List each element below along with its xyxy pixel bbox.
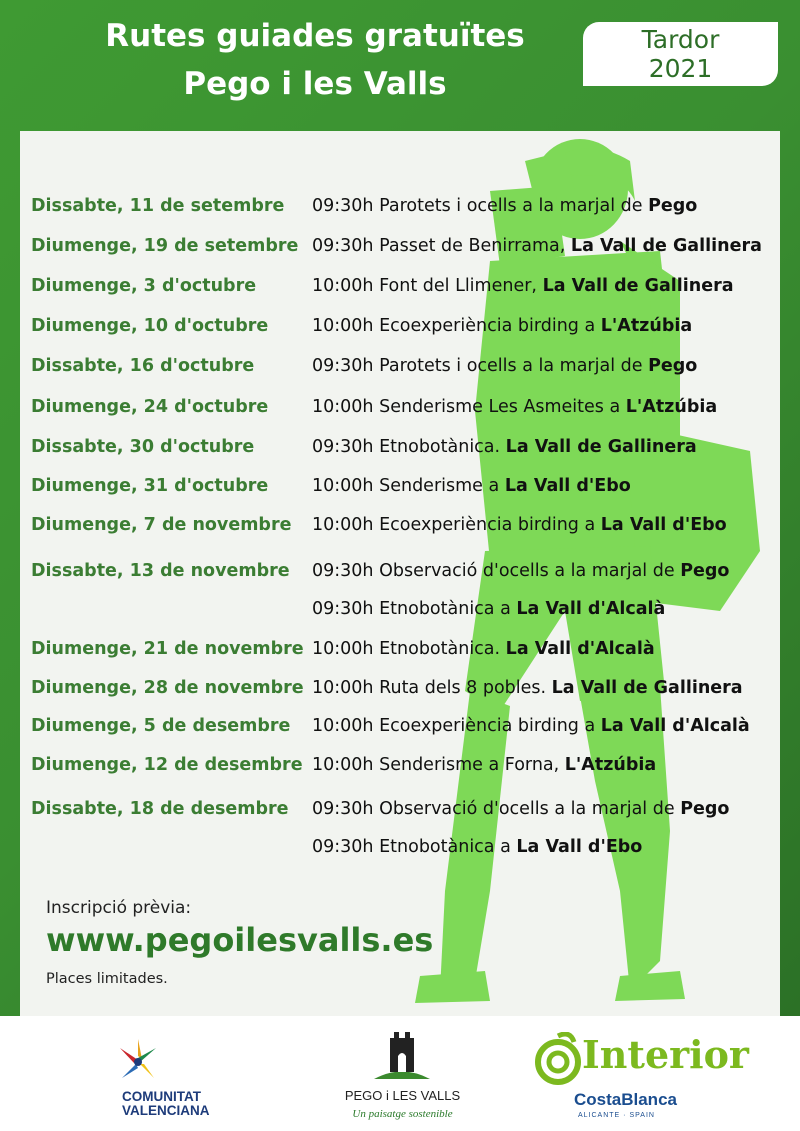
event-description: 10:00h Etnobotànica. La Vall d'Alcalà — [312, 639, 655, 659]
event-date: Diumenge, 19 de setembre — [31, 236, 299, 256]
schedule-row — [20, 397, 800, 427]
schedule-row — [20, 678, 800, 708]
schedule-row — [20, 476, 800, 506]
event-date: Diumenge, 21 de novembre — [31, 639, 304, 659]
page-subtitle: Pego i les Valls — [183, 66, 447, 102]
comunitat-valenciana-logo — [100, 1034, 230, 1119]
schedule-row — [20, 515, 800, 545]
schedule-row — [20, 837, 800, 867]
event-description: 09:30h Parotets i ocells a la marjal de Pego — [312, 196, 698, 216]
castle-tower-icon — [372, 1024, 432, 1084]
costa-blanca-interior-logo — [530, 1028, 750, 1123]
costablanca-wordmark: CostaBlanca — [574, 1090, 677, 1109]
schedule-row — [20, 437, 800, 467]
page-title: Rutes guiades gratuïtes — [105, 18, 525, 54]
event-description: 10:00h Ecoexperiència birding a La Vall d'Ebo — [312, 515, 727, 535]
event-date: Dissabte, 13 de novembre — [31, 561, 290, 581]
event-date: Diumenge, 10 d'octubre — [31, 316, 269, 336]
event-description: 10:00h Ecoexperiència birding a La Vall d'Alcalà — [312, 716, 750, 736]
season-year: 2021 — [648, 54, 713, 83]
schedule-row — [20, 276, 800, 306]
schedule-row — [20, 196, 800, 226]
event-date: Diumenge, 28 de novembre — [31, 678, 304, 698]
season-badge — [583, 22, 778, 86]
event-description: 09:30h Passet de Benirrama, La Vall de Gallinera — [312, 236, 762, 256]
event-date: Dissabte, 30 d'octubre — [31, 437, 255, 457]
pego-les-valls-logo — [330, 1024, 475, 1129]
event-date: Diumenge, 7 de novembre — [31, 515, 292, 535]
event-date: Dissabte, 11 de setembre — [31, 196, 285, 216]
event-description: 09:30h Etnobotànica a La Vall d'Alcalà — [312, 599, 666, 619]
event-description: 10:00h Ecoexperiència birding a L'Atzúbia — [312, 316, 693, 336]
costablanca-subtitle: ALICANTE · SPAIN — [578, 1112, 655, 1119]
event-date: Diumenge, 5 de desembre — [31, 716, 291, 736]
event-date: Diumenge, 3 d'octubre — [31, 276, 257, 296]
event-description: 10:00h Senderisme a Forna, L'Atzúbia — [312, 755, 657, 775]
event-description: 09:30h Observació d'ocells a la marjal de Pego — [312, 561, 730, 581]
registration-note: Places limitades. — [46, 971, 168, 987]
sponsor-footer — [0, 1016, 800, 1131]
pego-tagline: Un paisatge sostenible — [352, 1108, 453, 1120]
season-label: Tardor — [641, 25, 720, 54]
event-description: 09:30h Etnobotànica a La Vall d'Ebo — [312, 837, 643, 857]
schedule-row — [20, 799, 800, 829]
schedule-row — [20, 755, 800, 785]
event-date: Diumenge, 31 d'octubre — [31, 476, 269, 496]
event-date: Diumenge, 24 d'octubre — [31, 397, 269, 417]
schedule-row — [20, 561, 800, 591]
schedule-list — [20, 131, 780, 1016]
event-description: 10:00h Font del Llimener, La Vall de Gallinera — [312, 276, 734, 296]
event-date: Diumenge, 12 de desembre — [31, 755, 303, 775]
event-description: 10:00h Senderisme Les Asmeites a L'Atzúbia — [312, 397, 718, 417]
schedule-row — [20, 716, 800, 746]
registration-label: Inscripció prèvia: — [46, 898, 192, 918]
schedule-row — [20, 639, 800, 669]
schedule-row — [20, 316, 800, 346]
interior-wordmark: Interior — [582, 1032, 749, 1077]
registration-link[interactable]: www.pegoilesvalls.es — [46, 921, 434, 959]
schedule-row — [20, 599, 800, 629]
cv-star-icon — [108, 1034, 168, 1089]
event-date: Dissabte, 16 d'octubre — [31, 356, 255, 376]
schedule-row — [20, 356, 800, 386]
schedule-row — [20, 236, 800, 266]
schedule-panel — [20, 131, 780, 1016]
pego-wordmark: PEGO i LES VALLS — [344, 1088, 461, 1103]
event-description: 09:30h Etnobotànica. La Vall de Gallinera — [312, 437, 697, 457]
cv-wordmark: COMUNITAT VALENCIANA — [122, 1089, 210, 1118]
spiral-icon — [534, 1032, 582, 1087]
event-description: 10:00h Senderisme a La Vall d'Ebo — [312, 476, 631, 496]
event-description: 09:30h Parotets i ocells a la marjal de Pego — [312, 356, 698, 376]
event-date: Dissabte, 18 de desembre — [31, 799, 289, 819]
event-description: 09:30h Observació d'ocells a la marjal de Pego — [312, 799, 730, 819]
event-description: 10:00h Ruta dels 8 pobles. La Vall de Gallinera — [312, 678, 743, 698]
